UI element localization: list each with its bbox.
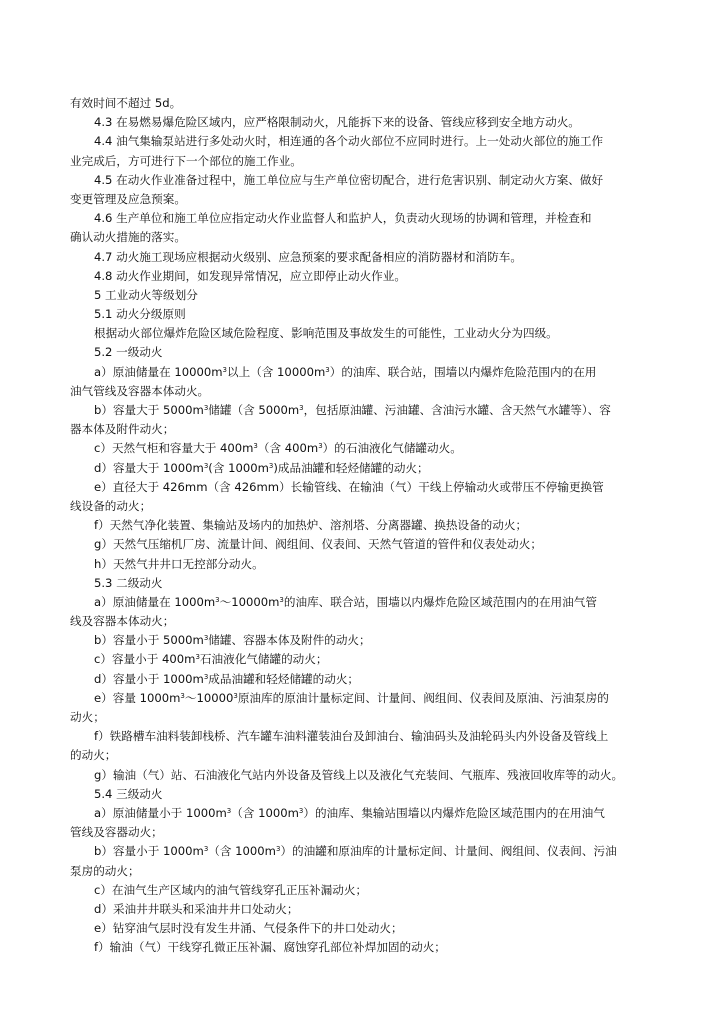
- text-line: f）天然气净化装置、集输站及场内的加热炉、溶剂塔、分离器罐、换热设备的动火；: [94, 518, 528, 533]
- text-line: 4.7 动火施工现场应根据动火级别、应急预案的要求配备相应的消防器材和消防车。: [94, 249, 522, 264]
- text-line: c）容量小于 $400m^3$石油液化气储罐的动火；: [94, 652, 328, 667]
- text-line: 5.4 三级动火: [94, 786, 163, 801]
- text-line: 有效时间不超过 5d。: [70, 96, 182, 110]
- text-line: 线设备的动火；: [70, 498, 152, 513]
- text-line: 5.3 二级动火: [94, 575, 163, 590]
- text-line: 动火；: [70, 710, 105, 724]
- text-line: d）采油井井联头和采油井井口处动火；: [94, 901, 299, 916]
- text-line: 确认动火措施的落实。: [70, 230, 186, 245]
- text-line: b）容量大于 $5000m^3$储罐（含 $5000m^3$，包括原油罐、污油罐、含油污水罐、含天然气水罐等）、容: [94, 403, 611, 417]
- text-line: 泵房的动火；: [70, 863, 140, 878]
- text-line: 油气管线及容器本体动火。: [70, 383, 210, 398]
- text-line: 管线及容器动火；: [70, 825, 163, 840]
- document-body: [70, 94, 664, 957]
- text-line: 5.1 动火分级原则: [94, 307, 186, 322]
- text-line: b）容量小于 $1000m^3$（含 $1000m^3$）的油罐和原油库的计量标定间、计量间、阀组间、仪表间、污油: [94, 844, 617, 859]
- text-line: 器本体及附件动火；: [70, 422, 175, 437]
- text-line: 5 工业动火等级划分: [94, 287, 198, 302]
- text-line: c）在油气生产区域内的油气管线穿孔正压补漏动火；: [94, 882, 368, 897]
- text-line: 业完成后，方可进行下一个部位的施工作业。: [70, 153, 302, 168]
- text-line: a）原油储量在 $1000m^3\sim 10000m^3$的油库、联合站，围墙以内爆炸危险区域范围内的在用油气管: [94, 594, 597, 609]
- text-line: g）输油（气）站、石油液化气站内外设备及管线上以及液化气充装间、气瓶库、残液回收库等的动火。: [94, 767, 624, 782]
- text-line: d）容量大于 $1000m^3$(含 $1000m^3$)成品油罐和轻烃储罐的动火；: [94, 460, 429, 475]
- text-line: 线及容器本体动火；: [70, 614, 175, 629]
- text-line: b）容量小于 $5000m^3$储罐、容器本体及附件的动火；: [94, 633, 371, 648]
- text-line: 根据动火部位爆炸危险区域危险程度、影响范围及事故发生的可能性，工业动火分为四级。: [94, 326, 558, 341]
- text-line: 4.3 在易燃易爆危险区域内，应严格限制动火，凡能拆下来的设备、管线应移到安全地方动火。: [94, 115, 580, 130]
- text-line: 4.8 动火作业期间，如发现异常情况，应立即停止动火作业。: [94, 268, 406, 283]
- text-line: 4.6 生产单位和施工单位应指定动火作业监督人和监护人，负责动火现场的协调和管理，并检查和: [94, 211, 592, 226]
- text-line: 的动火；: [70, 748, 117, 763]
- text-line: g）天然气压缩机厂房、流量计间、阀组间、仪表间、天然气管道的管件和仪表处动火；: [94, 537, 542, 552]
- text-line: e）钻穿油气层时没有发生井涌、气侵条件下的井口处动火；: [94, 921, 403, 936]
- text-line: 4.5 在动火作业准备过程中，施工单位应与生产单位密切配合，进行危害识别、制定动火方案、做好: [94, 172, 604, 187]
- text-line: 4.4 油气集输泵站进行多处动火时，相连通的各个动火部位不应同时进行。上一处动火部位的施工作: [94, 134, 604, 149]
- text-line: a）原油储量在 $10000m^3$以上（含 $10000m^3$）的油库、联合站，围墙以内爆炸危险范围内的在用: [94, 364, 597, 379]
- text-line: 变更管理及应急预案。: [70, 191, 186, 206]
- text-line: e）直径大于 426mm（含 426mm）长输管线、在输油（气）干线上停输动火或带压不停输更换管: [94, 479, 604, 494]
- text-line: f）铁路槽车油料装卸栈桥、汽车罐车油料灌装油台及卸油台、输油码头及油轮码头内外设备及管线上: [94, 729, 609, 744]
- text-line: c）天然气柜和容量大于 $400m^3$（含 $400m^3$）的石油液化气储罐动火。: [94, 441, 462, 456]
- text-line: e）容量 $1000m^3\sim 10000^3$原油库的原油计量标定间、计量间、阀组间、仪表间及原油、污油泵房的: [94, 690, 609, 705]
- text-line: h）天然气井井口无控部分动火。: [94, 556, 264, 571]
- text-line: 5.2 一级动火: [94, 345, 163, 360]
- text-line: d）容量小于 $1000m^3$成品油罐和轻烃储罐的动火；: [94, 671, 360, 686]
- text-line: a）原油储量小于 $1000m^3$（含 $1000m^3$）的油库、集输站围墙以内爆炸危险区域范围内的在用油气: [94, 805, 605, 820]
- text-line: f）输油（气）干线穿孔微正压补漏、腐蚀穿孔部位补焊加固的动火；: [94, 940, 446, 955]
